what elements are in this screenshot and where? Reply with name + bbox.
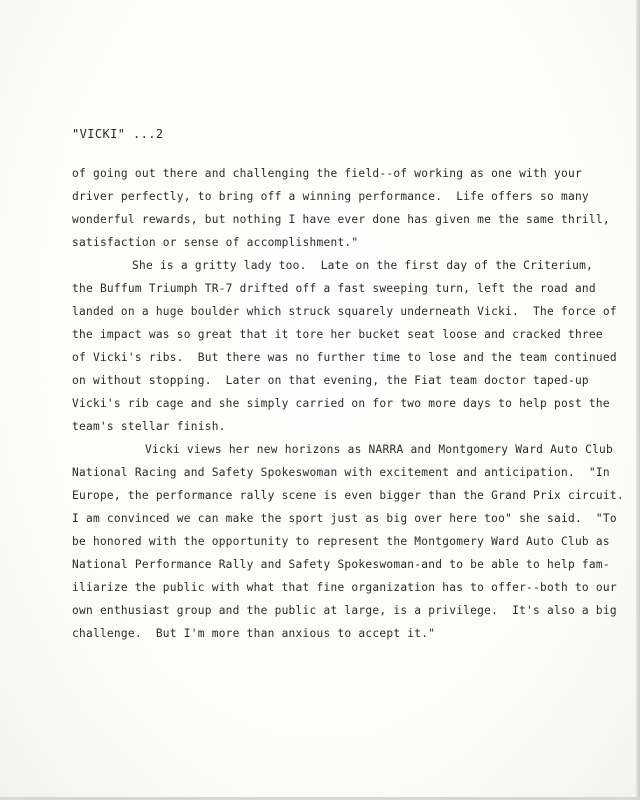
text-line: Vicki's rib cage and she simply carried on for two more days to help post the — [72, 397, 610, 410]
text-line: I am convinced we can make the sport just as big over here too" she said. "To — [72, 512, 617, 525]
text-line: the Buffum Triumph TR-7 drifted off a fast sweeping turn, left the road and — [72, 282, 596, 295]
text-line: She is a gritty lady too. Late on the first day of the Criterium, — [132, 259, 594, 272]
page-edge-shadow — [636, 0, 640, 800]
text-line: iliarize the public with what that fine organization has to offer--both to our — [72, 581, 617, 594]
text-line: be honored with the opportunity to represent the Montgomery Ward Auto Club as — [72, 535, 610, 548]
text-line: driver perfectly, to bring off a winning performance. Life offers so many — [72, 190, 589, 203]
text-line: of going out there and challenging the field--of working as one with your — [72, 167, 582, 180]
text-line: landed on a huge boulder which struck squarely underneath Vicki. The force of — [72, 305, 617, 318]
page-header: "VICKI" ...2 — [72, 127, 164, 141]
text-line: on without stopping. Later on that evening, the Fiat team doctor taped-up — [72, 374, 589, 387]
text-line: National Racing and Safety Spokeswoman with excitement and anticipation. "In — [72, 466, 610, 479]
text-line: own enthusiast group and the public at large, is a privilege. It's also a big — [72, 604, 617, 617]
text-line: the impact was so great that it tore her bucket seat loose and cracked three — [72, 328, 603, 341]
text-line: team's stellar finish. — [72, 420, 226, 433]
text-line: satisfaction or sense of accomplishment." — [72, 236, 359, 249]
text-line: Europe, the performance rally scene is even bigger than the Grand Prix circuit. — [72, 489, 624, 502]
text-line: wonderful rewards, but nothing I have ever done has given me the same thrill, — [72, 213, 610, 226]
text-line: National Performance Rally and Safety Spokeswoman-and to be able to help fam- — [72, 558, 610, 571]
text-line: challenge. But I'm more than anxious to accept it." — [72, 627, 436, 640]
text-line: of Vicki's ribs. But there was no further time to lose and the team continued — [72, 351, 617, 364]
text-line: Vicki views her new horizons as NARRA and Montgomery Ward Auto Club — [145, 443, 614, 456]
